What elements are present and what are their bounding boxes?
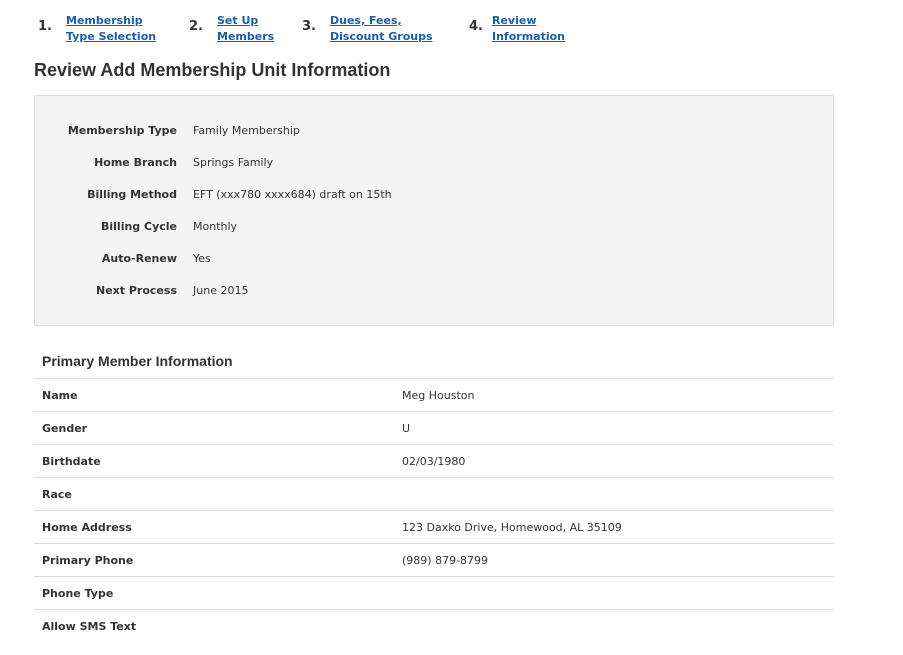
row-value: 123 Daxko Drive, Homewood, AL 35109 — [402, 521, 622, 534]
summary-label: Next Process — [96, 284, 177, 297]
summary-label: Billing Cycle — [101, 220, 177, 233]
summary-value: EFT (xxx780 xxxx684) draft on 15th — [193, 188, 392, 201]
row-label: Name — [42, 389, 78, 402]
row-label: Primary Phone — [42, 554, 134, 567]
summary-row-auto-renew — [35, 252, 833, 272]
step-3-label-line2: Discount Groups — [330, 30, 433, 43]
summary-label: Auto-Renew — [101, 252, 177, 265]
primary-member-table — [34, 378, 834, 642]
step-2-label-line2: Members — [217, 30, 275, 43]
step-2-label-line1: Set Up — [217, 14, 259, 27]
row-label: Race — [42, 488, 72, 501]
summary-value: Springs Family — [193, 156, 274, 169]
table-row — [34, 477, 834, 510]
row-value: Meg Houston — [402, 389, 475, 402]
table-row — [34, 609, 834, 642]
row-value: (989) 879-8799 — [402, 554, 489, 567]
summary-row-membership-type — [35, 124, 833, 144]
step-1-number: 1. — [38, 19, 52, 34]
table-row — [34, 510, 834, 543]
step-1-link[interactable] — [66, 13, 156, 45]
summary-label: Membership Type — [67, 124, 177, 137]
summary-label: Billing Method — [87, 188, 177, 201]
summary-value: Yes — [193, 252, 211, 265]
step-3-number: 3. — [302, 19, 316, 34]
row-value: U — [402, 422, 411, 435]
table-row — [34, 444, 834, 477]
summary-row-next-process — [35, 284, 833, 304]
row-label: Phone Type — [42, 587, 114, 600]
summary-row-home-branch — [35, 156, 833, 176]
primary-member-section-title: Primary Member Information — [42, 353, 233, 369]
membership-summary-panel — [34, 95, 834, 326]
wizard-steps — [0, 0, 903, 50]
step-2-link[interactable] — [217, 13, 274, 45]
row-label: Birthdate — [42, 455, 101, 468]
step-1-label-line2: Type Selection — [66, 30, 157, 43]
row-label: Home Address — [42, 521, 132, 534]
summary-value: Family Membership — [193, 124, 300, 137]
page-title: Review Add Membership Unit Information — [34, 60, 391, 80]
table-row — [34, 576, 834, 609]
summary-value: June 2015 — [193, 284, 249, 297]
step-3-label-line1: Dues, Fees, — [330, 14, 402, 27]
step-3-link[interactable] — [330, 13, 433, 45]
row-label: Allow SMS Text — [42, 620, 137, 633]
summary-label: Home Branch — [94, 156, 177, 169]
summary-row-billing-cycle — [35, 220, 833, 240]
summary-value: Monthly — [193, 220, 238, 233]
step-1-label-line1: Membership — [66, 14, 143, 27]
step-4-label-line1: Review — [492, 14, 537, 27]
summary-row-billing-method — [35, 188, 833, 208]
step-4-link[interactable] — [492, 13, 565, 45]
table-row — [34, 378, 834, 411]
step-4-number: 4. — [469, 19, 483, 34]
row-value: 02/03/1980 — [402, 455, 466, 468]
step-4-label-line2: Information — [492, 30, 565, 43]
table-row — [34, 543, 834, 576]
row-label: Gender — [42, 422, 88, 435]
step-2-number: 2. — [189, 19, 203, 34]
table-row — [34, 411, 834, 444]
